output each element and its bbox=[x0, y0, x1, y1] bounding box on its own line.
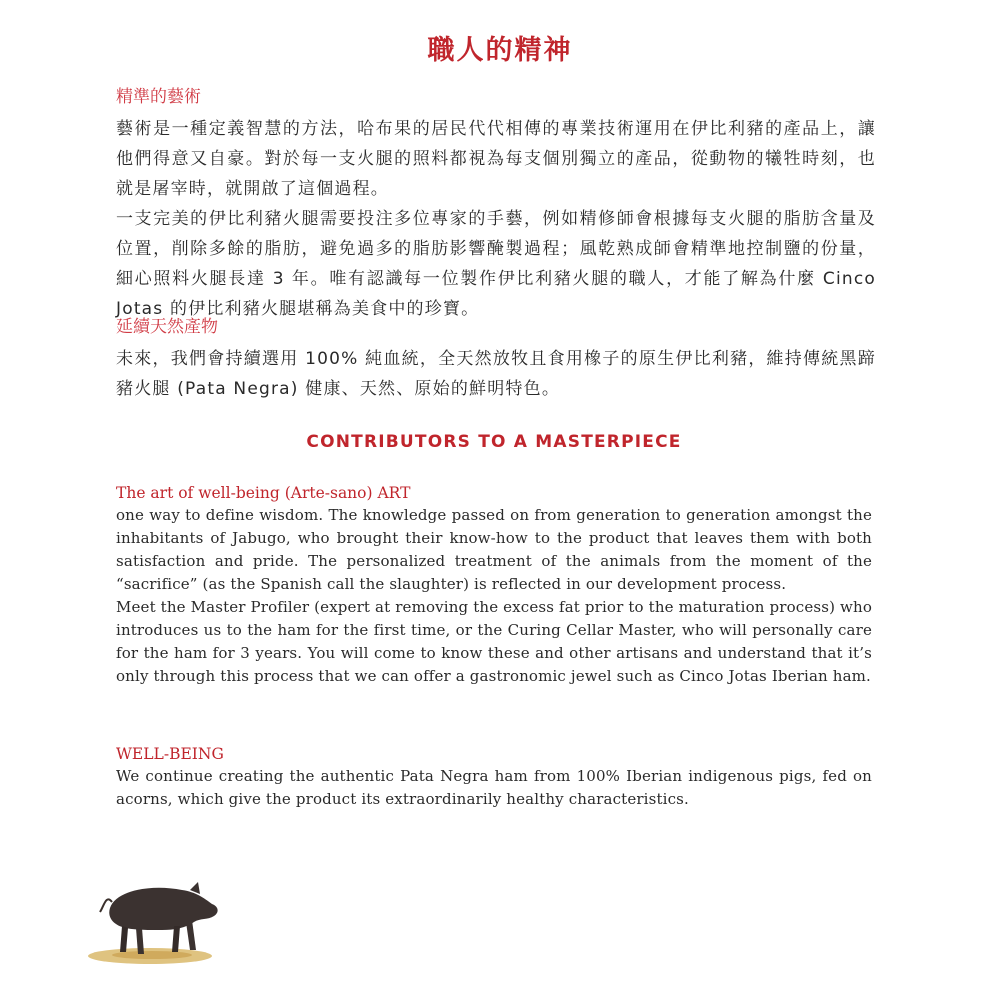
chinese-paragraph: 一支完美的伊比利豬火腿需要投注多位專家的手藝，例如精修師會根據每支火腿的脂肪含量及位置，削除多餘的脂肪，避免過多的脂肪影響醃製過程；風乾熟成師會精準地控制鹽的份量，細心照料火腿長達 3 年。唯有認識每一位製作伊比利豬火腿的職人，才能了解為什麼 Cinco Jotas 的伊比利豬火腿堪稱為美食中的珍寶。 bbox=[116, 209, 876, 319]
chinese-title: 職人的精神 bbox=[427, 35, 573, 66]
english-heading-wellbeing: WELL-BEING bbox=[116, 745, 224, 763]
english-paragraph: Meet the Master Profiler (expert at removing the excess fat prior to the maturation process) who introduces us to the ham for the first time, or the Curing Cellar Master, who will personally care for the ham for 3 years. You will come to know these and other artisans and understand that it’s only through this process that we can offer a gastronomic jewel such as Cinco Jotas Iberian ham. bbox=[116, 598, 872, 685]
chinese-heading-natural: 延續天然產物 bbox=[116, 317, 218, 337]
english-section-art bbox=[116, 482, 872, 688]
english-paragraph: We continue creating the authentic Pata Negra ham from 100% Iberian indigenous pigs, fed on acorns, which give the product its extraordinarily healthy characteristics. bbox=[116, 767, 872, 808]
chinese-section-natural bbox=[116, 316, 876, 404]
chinese-paragraph: 未來，我們會持續選用 100% 純血統，全天然放牧且食用橡子的原生伊比利豬，維持傳統黑蹄豬火腿 (Pata Negra) 健康、天然、原始的鮮明特色。 bbox=[116, 349, 876, 399]
iberian-pig-icon bbox=[82, 872, 232, 972]
chinese-section-precision bbox=[116, 86, 876, 324]
english-heading-art: The art of well-being (Arte-sano) ART bbox=[116, 484, 411, 502]
english-section-wellbeing bbox=[116, 743, 872, 811]
chinese-paragraph: 藝術是一種定義智慧的方法，哈布果的居民代代相傳的專業技術運用在伊比利豬的產品上，讓他們得意又自豪。對於每一支火腿的照料都視為每支個別獨立的產品，從動物的犧牲時刻，也就是屠宰時，就開啟了這個過程。 bbox=[116, 119, 876, 199]
chinese-heading-precision: 精準的藝術 bbox=[116, 87, 201, 107]
english-title: CONTRIBUTORS TO A MASTERPIECE bbox=[306, 432, 682, 452]
english-paragraph: one way to define wisdom. The knowledge passed on from generation to generation amongst the inhabitants of Jabugo, who brought their know-how to the product that leaves them with both satisfaction and pride. The personalized treatment of the animals from the moment of the “sacrifice” (as the Spanish call the slaughter) is reflected in our development process. bbox=[116, 506, 872, 593]
